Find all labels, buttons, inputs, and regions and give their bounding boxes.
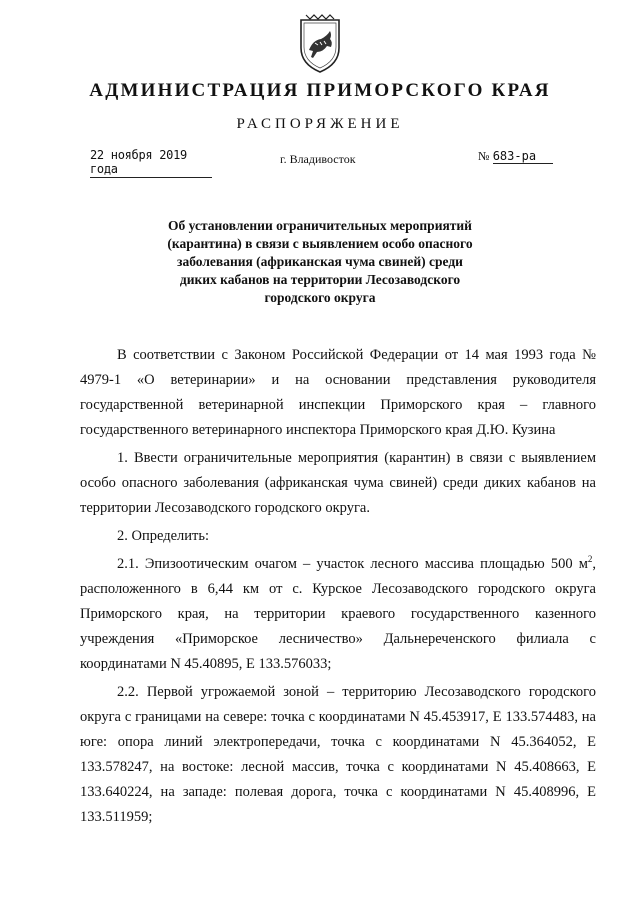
document-title	[150, 217, 490, 307]
title-line: (карантина) в связи с выявлением особо опасного	[167, 236, 473, 251]
paragraph-item-2-1	[80, 552, 596, 677]
number-sign: №	[478, 149, 490, 163]
item-2-1-text: 2.1. Эпизоотическим очагом – участок лесного массива площадью 500 м	[117, 556, 588, 572]
document-type: РАСПОРЯЖЕНИЕ	[236, 116, 404, 132]
document-body	[80, 343, 596, 833]
paragraph-item-2-2: 2.2. Первой угрожаемой зоной – территорию Лесозаводского городского округа с границами на севере: точка с координатами N 45.453917, E 133.574483, на юге: опора линий электропередачи, точка с координатами N 45.364052, E 133.578247, на востоке: лесной массив, точка с координатами N 45.408663, E 133.640224, на западе: полевая дорога, точка с координатами N 45.408996, E 133.511959;	[80, 684, 596, 825]
title-line: Об установлении ограничительных мероприятий	[168, 218, 472, 233]
title-line: диких кабанов на территории Лесозаводского	[179, 272, 461, 287]
paragraph-item-1: 1. Ввести ограничительные мероприятия (карантин) в связи с выявлением особо опасного заболевания (африканская чума свиней) среди диких кабанов на территории Лесозаводского городского округа.	[80, 450, 596, 516]
coat-of-arms-icon	[297, 14, 343, 74]
number-value: 683-ра	[493, 149, 553, 164]
title-line: городского округа	[264, 290, 376, 305]
organization-name: АДМИНИСТРАЦИЯ ПРИМОРСКОГО КРАЯ	[89, 80, 551, 101]
document-date: 22 ноября 2019 года	[90, 148, 212, 178]
document-number	[478, 148, 568, 164]
document-city: г. Владивосток	[280, 152, 356, 166]
paragraph-item-2: 2. Определить:	[117, 528, 210, 544]
item-2-1-text-rest: , расположенного в 6,44 км от с. Курское Лесозаводского городского округа Приморского края, на территории краевого государственного казенного учреждения «Приморское лесничество» Дальнереченского филиала с координатами N 45.40895, E 133.576033;	[80, 556, 596, 672]
title-line: заболевания (африканская чума свиней) среди	[177, 254, 463, 269]
paragraph-preamble: В соответствии с Законом Российской Федерации от 14 мая 1993 года № 4979-1 «О ветеринарии» и на основании представления руководителя государственной ветеринарной инспекции Приморского края – главного государственного ветеринарного инспектора Приморского края Д.Ю. Кузина	[80, 347, 596, 438]
superscript-squared: 2	[587, 554, 593, 565]
